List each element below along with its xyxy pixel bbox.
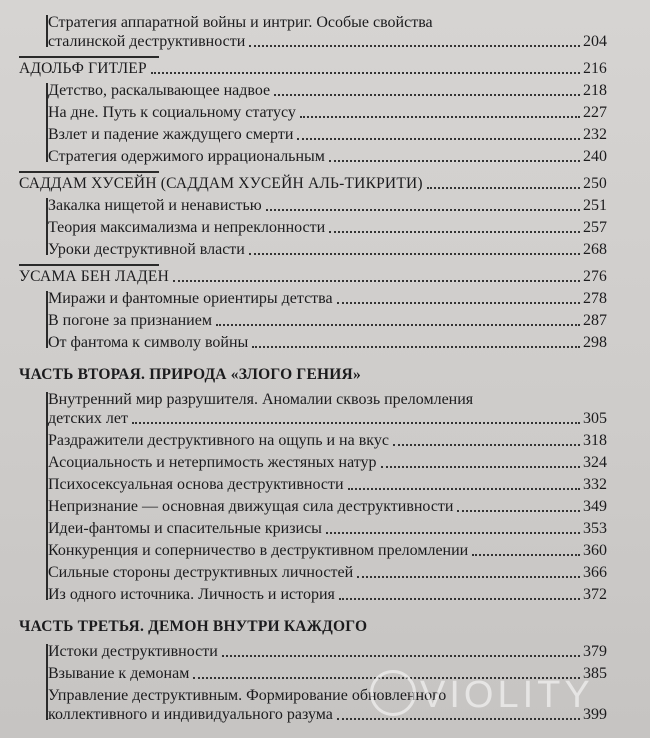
toc-subentry (19, 642, 607, 661)
page-number: 278 (583, 290, 607, 307)
toc-subentry (19, 431, 607, 450)
page-number: 240 (583, 148, 607, 165)
toc-subentry (19, 563, 607, 582)
entry-title: АДОЛЬФ ГИТЛЕР (19, 60, 147, 77)
subentry-group (19, 390, 607, 604)
leader-dots (393, 444, 580, 446)
toc-subentry (19, 497, 607, 516)
leader-dots (222, 655, 580, 657)
entry-title: Идеи-фантомы и спасительные кризисы (48, 520, 322, 537)
page-number: 204 (583, 33, 607, 50)
page-number: 251 (583, 197, 607, 214)
leader-dots (151, 72, 580, 74)
entry-title-continuation (48, 32, 607, 51)
watermark-logo-icon (370, 670, 416, 716)
entry-title: В погоне за признанием (48, 312, 212, 329)
leader-dots (329, 160, 580, 162)
subentry-group (19, 81, 607, 166)
chapter-section (19, 267, 607, 352)
page-number: 385 (583, 665, 607, 682)
page-number: 372 (583, 586, 607, 603)
page-number: 360 (583, 542, 607, 559)
toc-subentry (19, 218, 607, 237)
page-number: 318 (583, 432, 607, 449)
entry-title: Раздражители деструктивного на ощупь и на вкус (48, 432, 389, 449)
page-number: 366 (583, 564, 607, 581)
entry-title-line: Внутренний мир разрушителя. Аномалии сквозь преломления (48, 391, 474, 408)
entry-title: САДДАМ ХУСЕЙН (САДДАМ ХУСЕЙН АЛЬ-ТИКРИТИ) (19, 175, 423, 192)
leader-dots (381, 466, 580, 468)
leader-dots (300, 116, 580, 118)
leader-dots (132, 422, 580, 424)
leader-dots (252, 346, 580, 348)
toc-subentry (19, 333, 607, 352)
leader-dots (457, 510, 580, 512)
part-section (19, 617, 607, 724)
entry-title-line: детских лет (48, 410, 128, 427)
chapter-section (19, 13, 607, 51)
leader-dots (329, 231, 580, 233)
page-number: 218 (583, 82, 607, 99)
entry-title: Детство, раскалывающее надвое (48, 82, 271, 99)
toc-subentry (19, 147, 607, 166)
leader-dots (274, 94, 580, 96)
page-number: 298 (583, 334, 607, 351)
toc-subentry (19, 240, 607, 259)
page-number: 305 (583, 410, 607, 427)
entry-title: Закалка нищетой и ненавистью (48, 197, 262, 214)
leader-dots (326, 532, 580, 534)
leader-dots (266, 209, 580, 211)
leader-dots (249, 253, 580, 255)
entry-title: Психосексуальная основа деструктивности (48, 476, 344, 493)
entry-title: Сильные стороны деструктивных личностей (48, 564, 354, 581)
page-number: 379 (583, 643, 607, 660)
part-heading: ЧАСТЬ ВТОРАЯ. ПРИРОДА «ЗЛОГО ГЕНИЯ» (19, 366, 361, 383)
toc-subentry (19, 475, 607, 494)
toc-subentry (19, 13, 607, 51)
entry-title: Стратегия одержимого иррациональным (48, 148, 325, 165)
toc-subentry (19, 664, 607, 683)
toc-subentry (19, 453, 607, 472)
leader-dots (297, 138, 580, 140)
chapter-heading (19, 59, 607, 78)
entry-title: Уроки деструктивной власти (48, 241, 245, 258)
entry-title: УСАМА БЕН ЛАДЕН (19, 268, 169, 285)
entry-title: От фантома к символу войны (48, 334, 249, 351)
page-number: 399 (583, 706, 607, 723)
toc-subentry (19, 585, 607, 604)
page-number: 276 (583, 268, 607, 285)
entry-title-continuation (48, 409, 607, 428)
leader-dots (173, 280, 580, 282)
toc-subentry (19, 390, 607, 428)
entry-title-line: Стратегия аппаратной войны и интриг. Особые свойства (48, 14, 433, 31)
entry-title-line: коллективного и индивидуального разума (48, 706, 333, 723)
page-number: 257 (583, 219, 607, 236)
subentry-group (19, 13, 607, 51)
chapter-heading (19, 174, 607, 193)
heading-rule (19, 56, 159, 58)
leader-dots (357, 576, 580, 578)
entry-title: Истоки деструктивности (48, 643, 218, 660)
page-number: 232 (583, 126, 607, 143)
page-number: 287 (583, 312, 607, 329)
entry-title: Взывание к демонам (48, 665, 190, 682)
page-number: 250 (583, 175, 607, 192)
leader-dots (216, 324, 580, 326)
leader-dots (249, 45, 580, 47)
entry-title: Из одного источника. Личность и история (48, 586, 335, 603)
leader-dots (472, 554, 580, 556)
leader-dots (427, 187, 580, 189)
watermark-text: VIOLITY (420, 674, 594, 716)
part-section (19, 365, 607, 604)
leader-dots (337, 718, 580, 720)
page-number: 353 (583, 520, 607, 537)
entry-title: Конкуренция и соперничество в деструктивном преломлении (48, 542, 469, 559)
subentry-group (19, 196, 607, 259)
entry-title-continuation (48, 705, 607, 724)
part-heading: ЧАСТЬ ТРЕТЬЯ. ДЕМОН ВНУТРИ КАЖДОГО (19, 618, 368, 635)
toc-subentry (19, 81, 607, 100)
chapter-section (19, 174, 607, 259)
toc-subentry (19, 686, 607, 724)
entry-title: Теория максимализма и непреклонности (48, 219, 326, 236)
entry-title-line: Управление деструктивным. Формирование обновленного (48, 687, 447, 704)
toc-subentry (19, 103, 607, 122)
toc-subentry (19, 289, 607, 308)
entry-title: Асоциальность и нетерпимость жестяных натур (48, 454, 377, 471)
chapter-section (19, 59, 607, 166)
toc-subentry (19, 519, 607, 538)
page-number: 268 (583, 241, 607, 258)
subentry-group (19, 289, 607, 352)
toc-subentry (19, 196, 607, 215)
page-number: 227 (583, 104, 607, 121)
subentry-group (19, 642, 607, 724)
page-number: 349 (583, 498, 607, 515)
entry-title: Взлет и падение жаждущего смерти (48, 126, 294, 143)
page-number: 216 (583, 60, 607, 77)
heading-rule (19, 264, 159, 266)
leader-dots (348, 488, 580, 490)
page-number: 332 (583, 476, 607, 493)
entry-title: На дне. Путь к социальному статусу (48, 104, 296, 121)
toc-subentry (19, 125, 607, 144)
page-number: 324 (583, 454, 607, 471)
heading-rule (19, 171, 159, 173)
table-of-contents (19, 13, 607, 727)
leader-dots (339, 598, 580, 600)
chapter-heading (19, 267, 607, 286)
entry-title: Миражи и фантомные ориентиры детства (48, 290, 333, 307)
toc-subentry (19, 541, 607, 560)
leader-dots (337, 302, 580, 304)
entry-title: Непризнание — основная движущая сила деструктивности (48, 498, 454, 515)
toc-subentry (19, 311, 607, 330)
entry-title-line: сталинской деструктивности (48, 33, 246, 50)
